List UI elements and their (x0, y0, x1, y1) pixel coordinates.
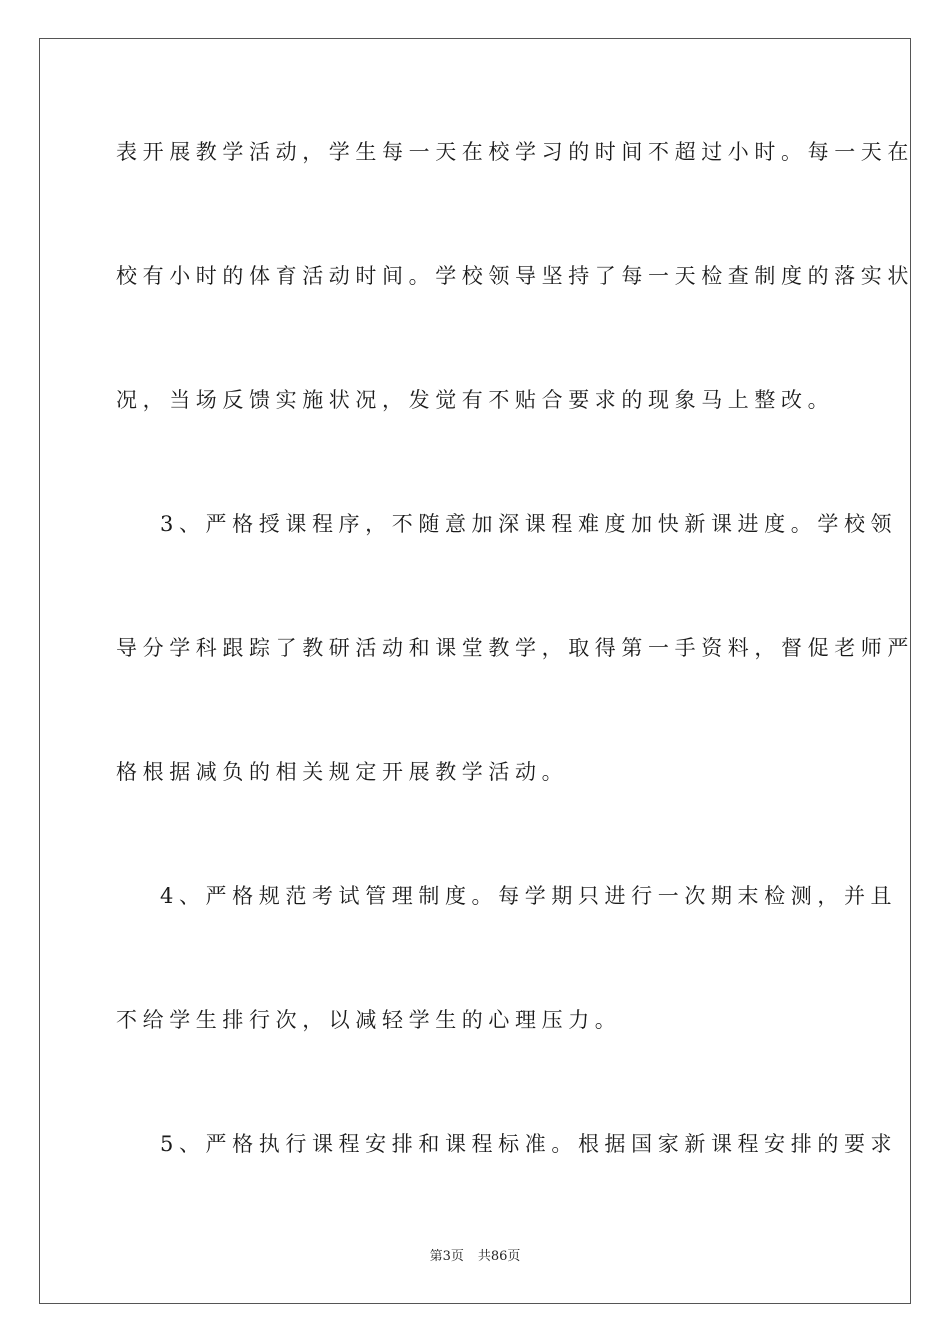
total-page-count: 共86页 (477, 1249, 521, 1264)
paragraph-5-line-1: 5、严格执行课程安排和课程标准。根据国家新课程安排的要求 (160, 1132, 898, 1156)
page-frame (39, 38, 914, 1304)
page-footer (0, 1248, 950, 1266)
paragraph-4-line-2: 不给学生排行次，以减轻学生的心理压力。 (116, 1008, 622, 1032)
text-line-2: 校有小时的体育活动时间。学校领导坚持了每一天检查制度的落实状 (116, 264, 914, 288)
paragraph-3-line-3: 格根据减负的相关规定开展教学活动。 (116, 760, 569, 784)
paragraph-4-line-1: 4、严格规范考试管理制度。每学期只进行一次期末检测，并且 (160, 884, 898, 908)
paragraph-3-line-1: 3、严格授课程序，不随意加深课程难度加快新课进度。学校领 (160, 512, 898, 536)
text-line-3: 况，当场反馈实施状况，发觉有不贴合要求的现象马上整改。 (116, 388, 835, 412)
paragraph-3-line-2: 导分学科跟踪了教研活动和课堂教学，取得第一手资料，督促老师严 (116, 636, 914, 660)
current-page-number: 第3页 (429, 1249, 464, 1264)
text-line-1: 表开展教学活动，学生每一天在校学习的时间不超过小时。每一天在 (116, 140, 914, 164)
